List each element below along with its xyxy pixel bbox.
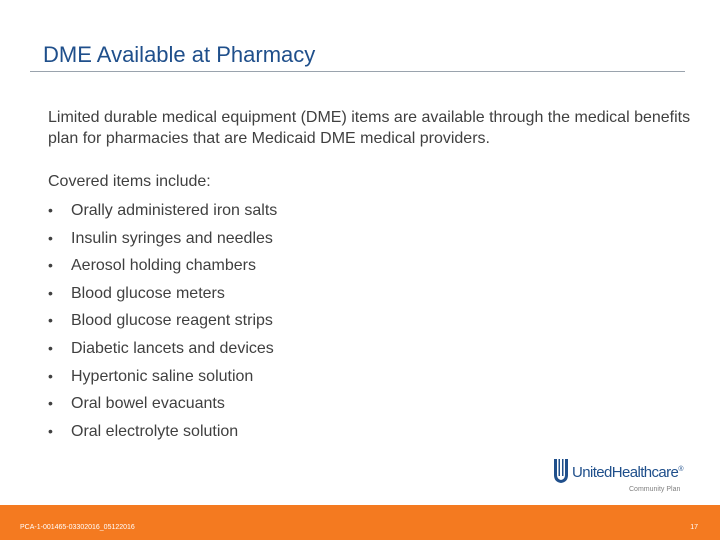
footer-document-code: PCA-1-001465-03302016_05122016: [20, 524, 135, 531]
shield-logo-icon: [553, 458, 569, 484]
list-item-label: Insulin syringes and needles: [71, 229, 273, 247]
slide-title: DME Available at Pharmacy: [43, 42, 316, 67]
unitedhealthcare-logo: [553, 456, 703, 496]
bullet-icon: •: [48, 312, 53, 329]
list-item-label: Blood glucose reagent strips: [71, 312, 273, 330]
list-item: [48, 200, 277, 228]
list-item-label: Orally administered iron salts: [71, 202, 278, 219]
logo-name: UnitedHealthcare: [572, 464, 679, 481]
intro-paragraph: Limited durable medical equipment (DME) items are available through the medical benefits plan for pharmacies that are Medicaid DME medical providers.: [48, 109, 691, 147]
list-item-label: Aerosol holding chambers: [71, 257, 256, 275]
covered-items-list: [48, 200, 277, 448]
list-item: [48, 338, 277, 366]
title-divider: [30, 71, 685, 72]
bullet-icon: •: [48, 257, 53, 274]
bullet-icon: •: [48, 422, 53, 439]
list-item: [48, 255, 277, 283]
bullet-icon: •: [48, 202, 53, 218]
list-item: [48, 283, 277, 311]
footer-bar: [0, 505, 720, 540]
list-item: [48, 393, 277, 421]
list-item: [48, 228, 277, 256]
page-number: 17: [690, 524, 698, 531]
bullet-icon: •: [48, 229, 53, 246]
registered-mark: ®: [678, 466, 683, 473]
logo-wordmark: [572, 464, 683, 481]
list-item-label: Oral electrolyte solution: [71, 422, 239, 440]
list-item-label: Hypertonic saline solution: [71, 367, 254, 385]
bullet-icon: •: [48, 395, 53, 412]
logo-subtitle: Community Plan: [629, 486, 681, 493]
list-item: [48, 310, 277, 338]
list-item: [48, 366, 277, 394]
list-item-label: Blood glucose meters: [71, 284, 225, 302]
bullet-icon: •: [48, 339, 53, 356]
list-item: [48, 421, 277, 449]
list-item-label: Oral bowel evacuants: [71, 395, 225, 413]
bullet-icon: •: [48, 284, 53, 301]
bullet-icon: •: [48, 367, 53, 384]
covered-items-heading: Covered items include:: [48, 173, 211, 190]
list-item-label: Diabetic lancets and devices: [71, 339, 274, 357]
